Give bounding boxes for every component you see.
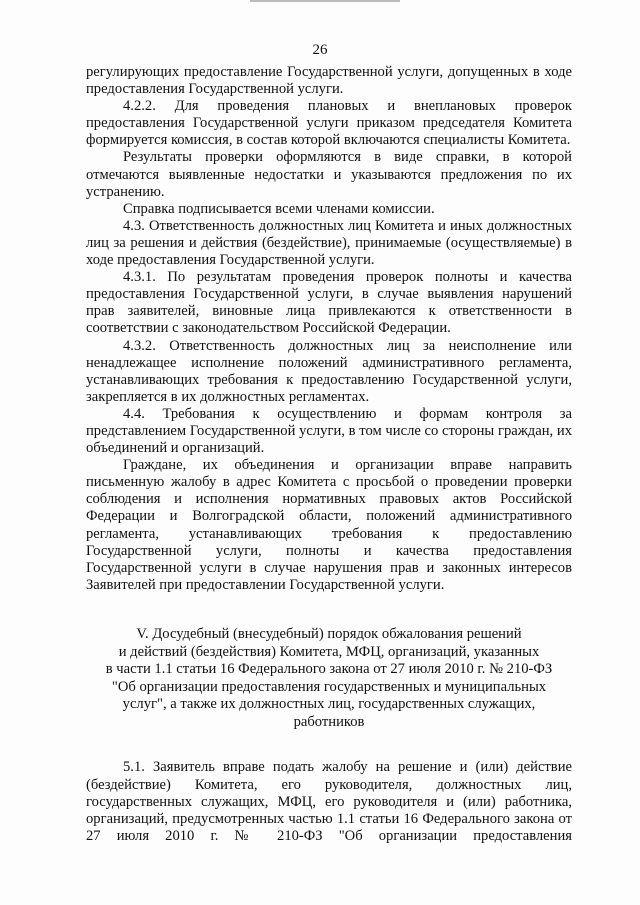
heading-line: в части 1.1 статьи 16 Федерального закона от 27 июля 2010 г. № 210-ФЗ <box>105 661 553 678</box>
heading-line: V. Досудебный (внесудебный) порядок обжалования решений <box>136 625 522 642</box>
paragraph-inspection-results: Результаты проверки оформляются в виде справки, в которой отмечаются выявленные недостатки и указываются предложения по их устранению. <box>86 149 572 200</box>
page-body <box>86 64 572 845</box>
paragraph-citizens-complaint: Граждане, их объединения и организации вправе направить письменную жалобу в адрес Комитета с просьбой о проведении проверки соблюдения и исполнения нормативных правовых актов Российской Федерации и Волгоградской области, положений административного регламента, устанавливающих требования к предоставлению Государственной услуги, полноты и качества предоставления Государственной услуги в случае нарушения прав и законных интересов Заявителей при предоставлении Государственной услуги. <box>86 457 572 593</box>
paragraph-4-2-2: 4.2.2. Для проведения плановых и внеплановых проверок предоставления Государственной услуги приказом председателя Комитета формируется комиссия, в состав которой включаются специалисты Комитета. <box>86 98 572 149</box>
section-v-heading <box>86 626 572 732</box>
paragraph-certificate-signed: Справка подписывается всеми членами комиссии. <box>123 200 435 217</box>
paragraph-continuation: регулирующих предоставление Государственной услуги, допущенных в ходе предоставления Государственной услуги. <box>86 64 572 98</box>
paragraph-4-3-2: 4.3.2. Ответственность должностных лиц за неисполнение или ненадлежащее исполнение положений административного регламента, устанавливающих требования к предоставлению Государственной услуги, закрепляется в их должностных регламентах. <box>86 337 572 405</box>
heading-line: услуг", а также их должностных лиц, государственных служащих, <box>122 696 536 713</box>
page-number: 26 <box>312 42 328 58</box>
paragraph-4-3-1: 4.3.1. По результатам проведения проверок полноты и качества предоставления Государственной услуги, в случае выявления нарушений прав заявителей, виновные лица привлекаются к ответственности в соответствии с законодательством Российской Федерации. <box>86 269 572 337</box>
heading-line: "Об организации предоставления государственных и муниципальных <box>111 678 547 695</box>
paragraph-5-1: 5.1. Заявитель вправе подать жалобу на решение и (или) действие (бездействие) Комитета, его руководителя, должностных лиц, государственных служащих, МФЦ, его руководителя и (или) работника, организаций, предусмотренных частью 1.1 статьи 16 Федерального закона от 27 июля 2010 г. № 210-ФЗ "Об организации предоставления <box>86 759 572 844</box>
heading-line: работников <box>293 713 365 730</box>
paragraph-4-4: 4.4. Требования к осуществлению и формам контроля за представлением Государственной услуги, в том числе со стороны граждан, их объединений и организаций. <box>86 405 572 457</box>
paragraph-4-3: 4.3. Ответственность должностных лиц Комитета и иных должностных лиц за решения и действия (бездействие), принимаемые (осуществляемые) в ходе предоставления Государственной услуги. <box>86 217 572 269</box>
heading-line: и действий (бездействия) Комитета, МФЦ, организаций, указанных <box>118 643 540 660</box>
scan-edge-line <box>250 0 400 2</box>
